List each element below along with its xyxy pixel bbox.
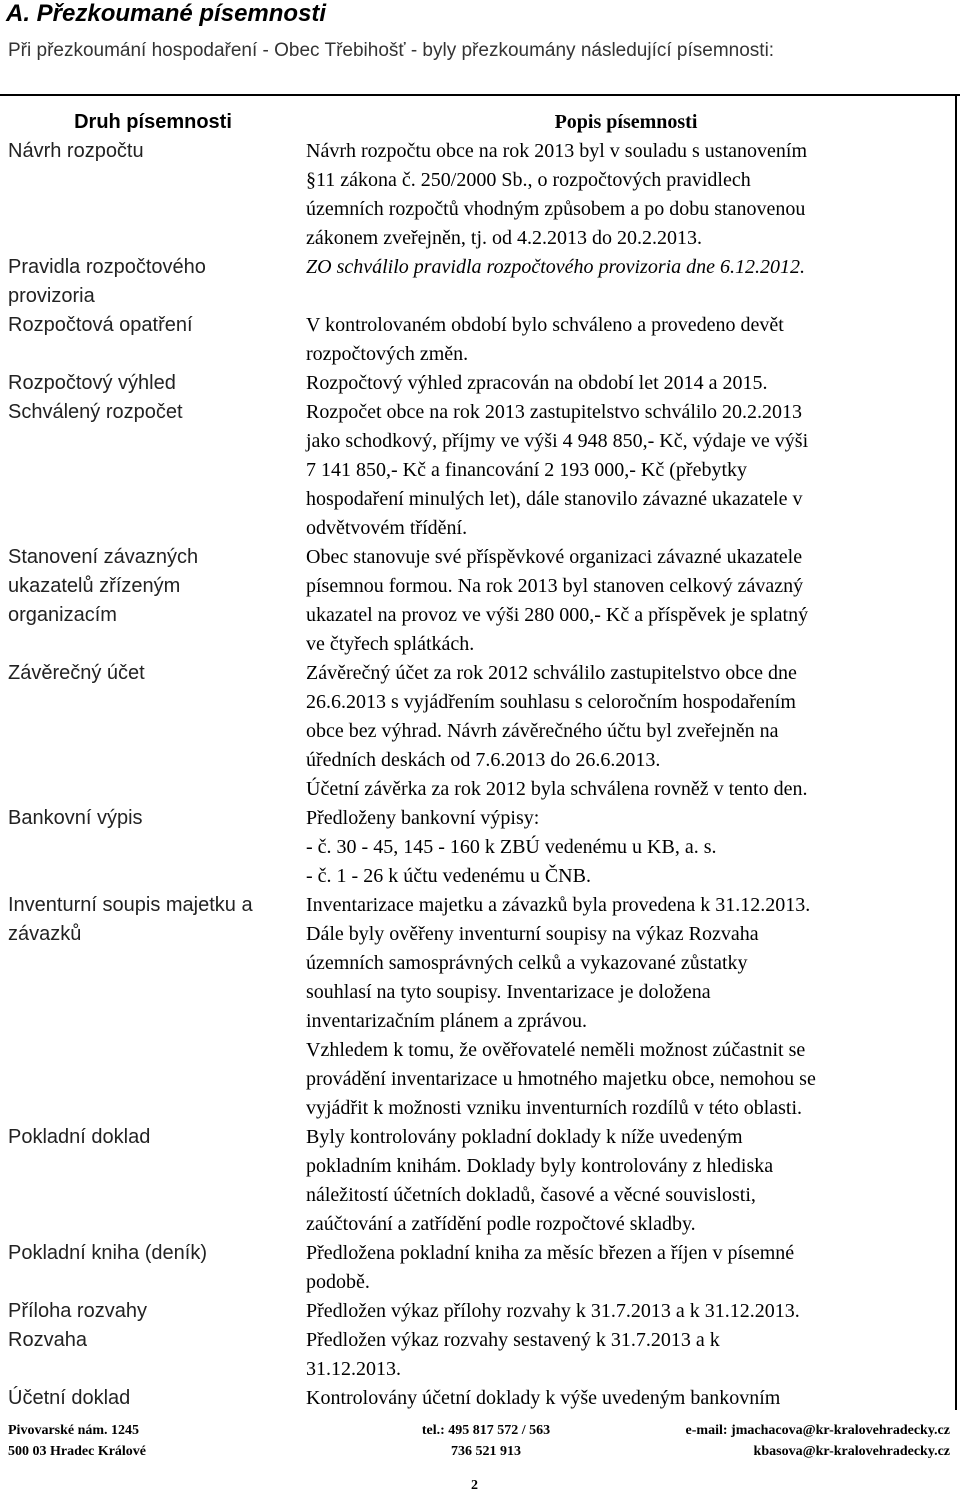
table-row	[0, 659, 955, 804]
document-description-line: obce bez výhrad. Návrh závěrečného účtu byl zveřejněn na	[306, 720, 779, 742]
document-description-line: §11 zákona č. 250/2000 Sb., o rozpočtových pravidlech	[306, 169, 751, 191]
document-description-cell	[306, 253, 946, 311]
table-header-row	[0, 108, 955, 137]
document-type-cell	[0, 311, 306, 369]
document-type-line: Pokladní kniha (deník)	[8, 1242, 208, 1264]
document-type-cell	[0, 1123, 306, 1239]
footer-email	[610, 1420, 950, 1462]
document-type-line: organizacím	[8, 604, 117, 626]
document-description-line: ve čtyřech splátkách.	[306, 633, 475, 655]
table-row	[0, 398, 955, 543]
document-description-cell	[306, 137, 946, 253]
document-type-cell	[0, 1297, 306, 1326]
table-right-border	[955, 94, 957, 1410]
document-description-line: úředních deskách od 7.6.2013 do 26.6.2013.	[306, 749, 661, 771]
document-type-line: závazků	[8, 923, 82, 945]
table-row	[0, 311, 955, 369]
document-description-line: územních rozpočtů vhodným způsobem a po dobu stanovenou	[306, 198, 806, 220]
document-description-cell	[306, 1123, 946, 1239]
document-type-cell	[0, 804, 306, 891]
document-type-cell	[0, 1326, 306, 1384]
document-description-line: rozpočtových změn.	[306, 343, 469, 365]
section-heading: A. Přezkoumané písemnosti	[6, 0, 327, 27]
document-description-cell	[306, 891, 946, 1123]
document-type-line: Stanovení závazných	[8, 546, 199, 568]
document-description-line: Dále byly ověřeny inventurní soupisy na výkaz Rozvaha	[306, 923, 759, 945]
document-description-line: 31.12.2013.	[306, 1358, 401, 1380]
document-type-line: Závěrečný účet	[8, 662, 145, 684]
header-document-type: Druh písemnosti	[74, 111, 232, 133]
table-body	[0, 137, 955, 1413]
table-row	[0, 1123, 955, 1239]
document-description-line: zákonem zveřejněn, tj. od 4.2.2013 do 20.2.2013.	[306, 227, 703, 249]
document-description-line: - č. 1 - 26 k účtu vedenému u ČNB.	[306, 865, 591, 887]
document-description-cell	[306, 1326, 946, 1384]
document-description-line: Návrh rozpočtu obce na rok 2013 byl v souladu s ustanovením	[306, 140, 808, 162]
intro-text: Při přezkoumání hospodaření - Obec Třebihošť - byly přezkoumány následující písemnosti:	[8, 40, 775, 61]
footer-email-line1: e-mail: jmachacova@kr-kralovehradecky.cz	[685, 1423, 950, 1438]
document-type-line: Účetní doklad	[8, 1387, 131, 1409]
document-type-cell	[0, 137, 306, 253]
footer-address	[8, 1420, 146, 1462]
document-description-line: Rozpočet obce na rok 2013 zastupitelstvo schválilo 20.2.2013	[306, 401, 803, 423]
header-document-description: Popis písemnosti	[554, 111, 698, 133]
document-type-cell	[0, 398, 306, 543]
table-row	[0, 1384, 955, 1413]
document-type-cell	[0, 543, 306, 659]
document-description-line: Rozpočtový výhled zpracován na období let 2014 a 2015.	[306, 372, 768, 394]
document-description-cell	[306, 311, 946, 369]
footer-address-line2: 500 03 Hradec Králové	[8, 1444, 147, 1459]
table-row	[0, 1326, 955, 1384]
document-description-line: 26.6.2013 s vyjádřením souhlasu s celoročním hospodařením	[306, 691, 796, 713]
document-description-line: ukazatel na provoz ve výši 280 000,- Kč a příspěvek je splatný	[306, 604, 809, 626]
table-row	[0, 891, 955, 1123]
document-description-line: - č. 30 - 45, 145 - 160 k ZBÚ vedenému u KB, a. s.	[306, 836, 717, 858]
document-description-line: pokladním knihám. Doklady byly kontrolovány z hlediska	[306, 1155, 774, 1177]
document-description-line: Předložena pokladní kniha za měsíc březen a říjen v písemné	[306, 1242, 795, 1264]
document-description-line: náležitostí účetních dokladů, časové a věcné souvislosti,	[306, 1184, 756, 1206]
document-type-cell	[0, 659, 306, 804]
document-description-line: provádění inventarizace u hmotného majetku obce, nemohou se	[306, 1068, 816, 1090]
document-type-cell	[0, 1239, 306, 1297]
table-row	[0, 137, 955, 253]
document-description-line: V kontrolovaném období bylo schváleno a provedeno devět	[306, 314, 784, 336]
document-description-cell	[306, 804, 946, 891]
table-top-border	[0, 94, 960, 96]
table-row	[0, 1297, 955, 1326]
document-description-line: Účetní závěrka za rok 2012 byla schválena rovněž v tento den.	[306, 778, 808, 800]
table-row	[0, 543, 955, 659]
document-type-line: provizoria	[8, 285, 95, 307]
table-row	[0, 1239, 955, 1297]
document-description-line: Obec stanovuje své příspěvkové organizaci závazné ukazatele	[306, 546, 803, 568]
document-description-line: 7 141 850,- Kč a financování 2 193 000,- Kč (přebytky	[306, 459, 747, 481]
document-description-line: Byly kontrolovány pokladní doklady k níže uvedeným	[306, 1126, 743, 1148]
document-description-cell	[306, 1297, 946, 1326]
footer-phone	[411, 1420, 561, 1462]
document-description-line: Předložen výkaz přílohy rozvahy k 31.7.2013 a k 31.12.2013.	[306, 1300, 800, 1322]
document-description-line: písemnou formou. Na rok 2013 byl stanoven celkový závazný	[306, 575, 804, 597]
documents-table	[0, 108, 955, 1413]
document-description-line: souhlasí na tyto soupisy. Inventarizace je doložena	[306, 981, 711, 1003]
document-description-cell	[306, 659, 946, 804]
document-type-line: Příloha rozvahy	[8, 1300, 147, 1322]
document-description-cell	[306, 543, 946, 659]
footer-phone-line1: tel.: 495 817 572 / 563	[421, 1423, 551, 1438]
document-type-cell	[0, 891, 306, 1123]
document-description-line: zaúčtování a zatřídění podle rozpočtové skladby.	[306, 1213, 696, 1235]
document-description-cell	[306, 1239, 946, 1297]
document-description-line: územních samosprávných celků a vykazované zůstatky	[306, 952, 748, 974]
document-description-line: ZO schválilo pravidla rozpočtového provizoria dne 6.12.2012.	[306, 256, 806, 278]
document-type-line: Pravidla rozpočtového	[8, 256, 206, 278]
document-type-line: Pokladní doklad	[8, 1126, 151, 1148]
document-description-line: Kontrolovány účetní doklady k výše uvedeným bankovním	[306, 1387, 781, 1409]
document-description-line: odvětvovém třídění.	[306, 517, 468, 539]
document-description-cell	[306, 1384, 946, 1413]
document-description-cell	[306, 398, 946, 543]
document-description-line: Předloženy bankovní výpisy:	[306, 807, 540, 829]
document-type-line: Rozvaha	[8, 1329, 87, 1351]
document-description-line: hospodaření minulých let), dále stanovilo závazné ukazatele v	[306, 488, 803, 510]
document-type-line: Bankovní výpis	[8, 807, 143, 829]
document-description-line: vyjádřit k možnosti vzniku inventurních rozdílů v této oblasti.	[306, 1097, 803, 1119]
footer-phone-line2: 736 521 913	[451, 1444, 521, 1459]
footer-address-line1: Pivovarské nám. 1245	[8, 1423, 140, 1438]
document-type-line: Schválený rozpočet	[8, 401, 183, 423]
document-description-line: Inventarizace majetku a závazků byla provedena k 31.12.2013.	[306, 894, 811, 916]
footer-email-line2: kbasova@kr-kralovehradecky.cz	[753, 1444, 950, 1459]
document-description-line: Předložen výkaz rozvahy sestavený k 31.7.2013 a k	[306, 1329, 720, 1351]
document-type-line: ukazatelů zřízeným	[8, 575, 181, 597]
document-description-cell	[306, 369, 946, 398]
table-row	[0, 253, 955, 311]
document-type-cell	[0, 369, 306, 398]
document-type-cell	[0, 1384, 306, 1413]
document-description-line: podobě.	[306, 1271, 370, 1293]
document-description-line: Vzhledem k tomu, že ověřovatelé neměli možnost zúčastnit se	[306, 1039, 806, 1061]
document-description-line: inventarizačním plánem a zprávou.	[306, 1010, 587, 1032]
document-type-line: Inventurní soupis majetku a	[8, 894, 253, 916]
table-row	[0, 804, 955, 891]
document-description-line: Závěrečný účet za rok 2012 schválilo zastupitelstvo obce dne	[306, 662, 797, 684]
document-description-line: jako schodkový, příjmy ve výši 4 948 850,- Kč, výdaje ve výši	[306, 430, 809, 452]
document-type-line: Rozpočtový výhled	[8, 372, 176, 394]
document-type-line: Rozpočtová opatření	[8, 314, 193, 336]
document-type-cell	[0, 253, 306, 311]
page-number: 2	[471, 1478, 478, 1493]
table-row	[0, 369, 955, 398]
document-type-line: Návrh rozpočtu	[8, 140, 144, 162]
